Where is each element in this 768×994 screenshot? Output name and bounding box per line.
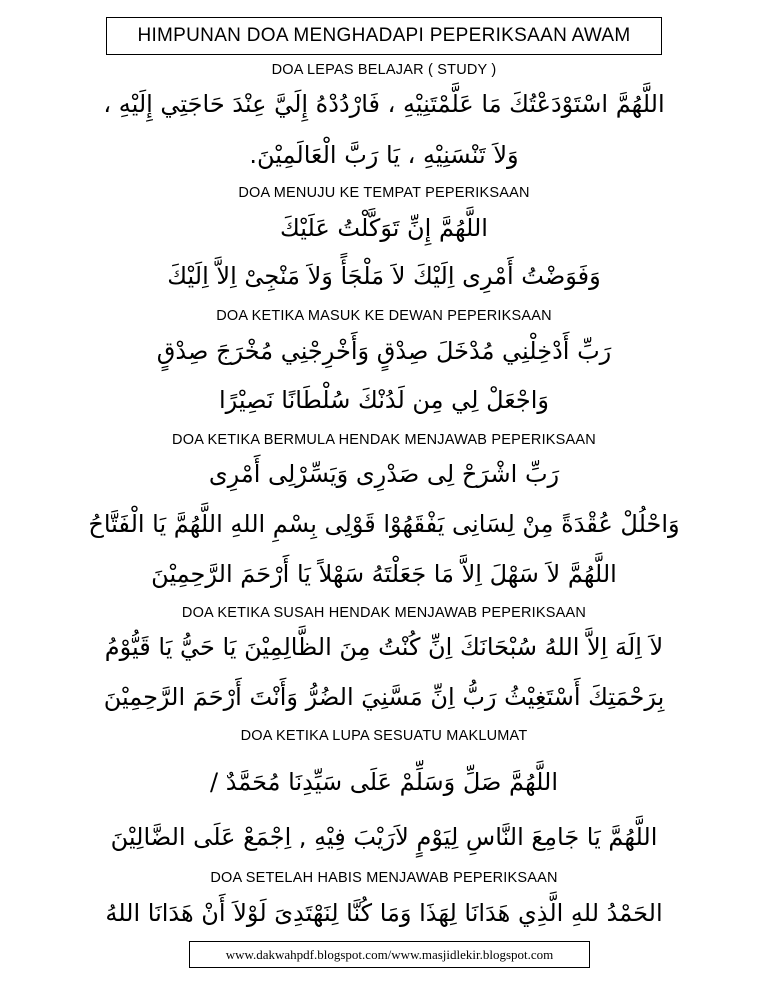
section-heading-forgetting-info: DOA KETIKA LUPA SESUATU MAKLUMAT bbox=[240, 728, 528, 744]
section-heading-after-answering: DOA SETELAH HABIS MENJAWAB PEPERIKSAAN bbox=[210, 870, 558, 886]
prayer-line: الحَمْدُ للهِ الَّذِي هَدَانَا لِهَذَا وَمَا كُنَّا لِنَهْتَدِىَ لَوْلاَ أَنْ هَدَانَا اللهُ bbox=[105, 899, 663, 927]
prayer-line: اللَّهُمَّ لاَ سَهْلَ اِلاَّ مَا جَعَلْتَهُ سَهْلاً يَا أَرْحَمَ الرَّحِمِيْنَ bbox=[151, 560, 617, 588]
page-title: HIMPUNAN DOA MENGHADAPI PEPERIKSAAN AWAM bbox=[106, 17, 662, 55]
prayer-line: اللَّهُمَّ إِنِّ تَوَكَّلْتُ عَلَيْكَ bbox=[280, 214, 488, 242]
section-heading-difficulty-answering: DOA KETIKA SUSAH HENDAK MENJAWAB PEPERIKSAAN bbox=[181, 605, 587, 621]
prayer-line: اللَّهُمَّ اسْتَوْدَعْتُكَ مَا عَلَّمْتَنِيْهِ ، فَارْدُدْهُ إِلَيَّ عِنْدَ حَاجَتِي إِلَيْهِ ، bbox=[103, 90, 665, 118]
prayer-line: رَبِّ اشْرَحْ لِى صَدْرِى وَيَسِّرْلِى أَمْرِى bbox=[208, 460, 560, 488]
prayer-line: وَاحْلُلْ عُقْدَةً مِنْ لِسَانِى يَفْقَهُوْا قَوْلِى بِسْمِ اللهِ اللَّهُمَّ يَا الْفَتَّاحُ bbox=[88, 510, 680, 538]
prayer-line: بِرَحْمَتِكَ أَسْتَغِيْثُ رَبُّ اِنِّ مَسَّنِيَ الضُرُّ وَأَنْتَ أَرْحَمَ الرَّحِمِيْنَ bbox=[103, 683, 665, 711]
section-heading-start-answering: DOA KETIKA BERMULA HENDAK MENJAWAB PEPERIKSAAN bbox=[172, 432, 596, 448]
footer-url: www.dakwahpdf.blogspot.com/www.masjidlekir.blogspot.com bbox=[189, 941, 590, 968]
section-heading-going-to-exam: DOA MENUJU KE TEMPAT PEPERIKSAAN bbox=[238, 185, 530, 201]
section-heading-entering-hall: DOA KETIKA MASUK KE DEWAN PEPERIKSAAN bbox=[216, 308, 552, 324]
prayer-line: وَلاَ تَنْسَنِيْهِ ، يَا رَبَّ الْعَالَمِيْنَ. bbox=[249, 141, 519, 169]
prayer-line: اللَّهُمَّ يَا جَامِعَ النَّاسِ لِيَوْمٍ لاَرَيْبَ فِيْهِ , اِجْمَعْ عَلَى الضَّالِيْنَ bbox=[110, 823, 658, 851]
prayer-line: رَبِّ أَدْخِلْنِي مُدْخَلَ صِدْقٍ وَأَخْرِجْنِي مُخْرَجَ صِدْقٍ bbox=[156, 337, 612, 365]
prayer-line: لاَ اِلَهَ اِلاَّ اللهُ سُبْحَانَكَ اِنِّ كُنْتُ مِنَ الظَّالِمِيْنَ يَا حَيُّ يَا قَيُّوْمُ bbox=[104, 633, 664, 661]
prayer-line: اللَّهُمَّ صَلِّ وَسَلِّمْ عَلَى سَيِّدِنَا مُحَمَّدٌ / bbox=[209, 768, 559, 796]
prayer-line: وَفَوَضْتُ أَمْرِى اِلَيْكَ لاَ مَلْجَأً وَلاَ مَنْجِىْ اِلاَّ اِلَيْكَ bbox=[167, 262, 601, 290]
prayer-line: وَاجْعَلْ لِي مِن لَدُنْكَ سُلْطَانًا نَصِيْرًا bbox=[219, 386, 549, 414]
section-heading-study: DOA LEPAS BELAJAR ( STUDY ) bbox=[271, 62, 497, 78]
